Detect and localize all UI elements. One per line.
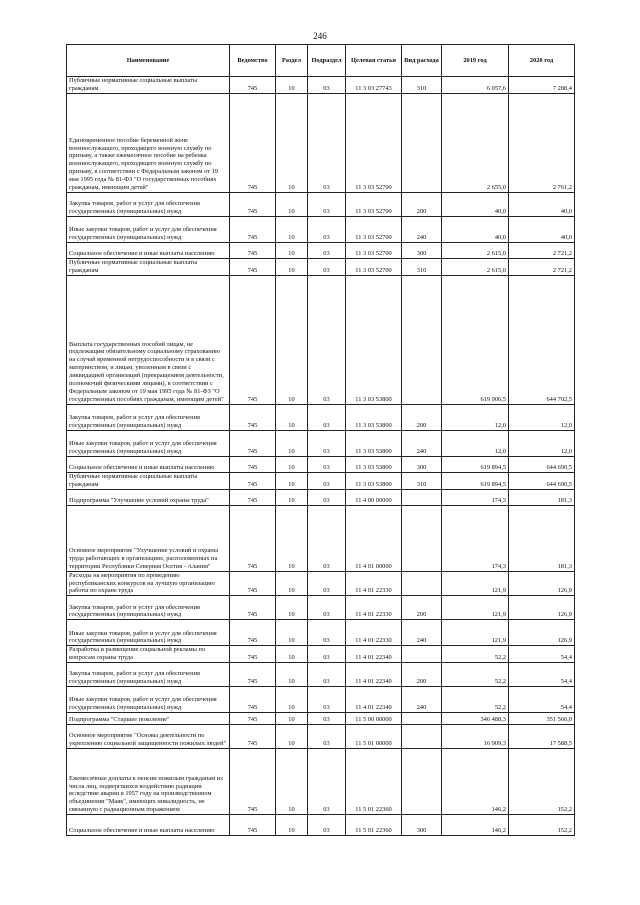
row-subsection: 03 — [308, 663, 346, 687]
row-amount-2020: 181,3 — [509, 505, 575, 571]
row-section: 10 — [276, 94, 308, 193]
page-number: 246 — [313, 31, 327, 41]
row-target: 11 4 01 22330 — [346, 620, 402, 646]
row-expense-type: 240 — [402, 620, 442, 646]
row-subsection: 03 — [308, 749, 346, 815]
row-name: Публичные нормативные социальные выплаты гражданам — [67, 472, 230, 489]
row-name: Подпрограмма "Старшее поколение" — [67, 713, 230, 725]
row-subsection: 03 — [308, 596, 346, 620]
row-amount-2019: 619 894,5 — [442, 472, 509, 489]
row-expense-type — [402, 713, 442, 725]
row-amount-2020: 54,4 — [509, 687, 575, 713]
row-amount-2020: 12,0 — [509, 404, 575, 430]
row-subsection: 03 — [308, 77, 346, 94]
row-expense-type: 310 — [402, 259, 442, 276]
row-name: Подпрограмма "Улучшение условий охраны труда" — [67, 489, 230, 505]
row-amount-2020: 126,9 — [509, 620, 575, 646]
table-row — [67, 713, 575, 725]
table-row — [67, 193, 575, 217]
row-name: Иные закупки товаров, работ и услуг для обеспечения государственных (муниципальных) нужд — [67, 217, 230, 243]
row-expense-type — [402, 505, 442, 571]
row-target: 11 5 01 00000 — [346, 725, 402, 749]
row-target: 11 3 03 27743 — [346, 77, 402, 94]
row-section: 10 — [276, 259, 308, 276]
row-section: 10 — [276, 489, 308, 505]
row-section: 10 — [276, 749, 308, 815]
row-target: 11 3 03 52700 — [346, 259, 402, 276]
row-target: 11 4 01 22330 — [346, 596, 402, 620]
row-dept: 745 — [230, 489, 276, 505]
row-target: 11 4 00 00000 — [346, 489, 402, 505]
row-expense-type: 240 — [402, 687, 442, 713]
row-amount-2019: 121,9 — [442, 596, 509, 620]
row-name: Социальное обеспечение и иные выплаты населению — [67, 243, 230, 259]
row-section: 10 — [276, 243, 308, 259]
row-section: 10 — [276, 815, 308, 836]
row-dept: 745 — [230, 77, 276, 94]
row-amount-2020: 12,0 — [509, 430, 575, 456]
row-amount-2020: 126,9 — [509, 596, 575, 620]
row-name: Ежемесячные доплаты к пенсии пожилым гражданам из числа лиц, подвергшихся воздействию радиации вследствие аварии в 1957 году на производственном объединении "Маяк", имеющих инвалидность, не связанную с радиационным поражением — [67, 749, 230, 815]
row-amount-2020: 40,0 — [509, 193, 575, 217]
row-target: 11 5 01 22360 — [346, 815, 402, 836]
row-name: Разработка и размещение социальной рекламы по вопросам охраны труда — [67, 646, 230, 663]
table-row — [67, 815, 575, 836]
row-name: Основное мероприятие "Основы деятельности по укреплению социальной защищенности пожилых людей" — [67, 725, 230, 749]
row-dept: 745 — [230, 620, 276, 646]
row-subsection: 03 — [308, 505, 346, 571]
row-section: 10 — [276, 456, 308, 472]
table-row — [67, 663, 575, 687]
row-dept: 745 — [230, 217, 276, 243]
row-dept: 745 — [230, 472, 276, 489]
table-row — [67, 217, 575, 243]
row-target: 11 3 03 52700 — [346, 243, 402, 259]
row-dept: 745 — [230, 456, 276, 472]
row-expense-type — [402, 646, 442, 663]
row-name: Публичные нормативные социальные выплаты гражданам — [67, 259, 230, 276]
row-subsection: 03 — [308, 489, 346, 505]
row-amount-2019: 40,0 — [442, 193, 509, 217]
row-amount-2019: 174,3 — [442, 505, 509, 571]
row-dept: 745 — [230, 571, 276, 596]
table-row — [67, 456, 575, 472]
row-subsection: 03 — [308, 94, 346, 193]
row-name: Публичные нормативные социальные выплаты гражданам — [67, 77, 230, 94]
row-subsection: 03 — [308, 259, 346, 276]
table-row — [67, 646, 575, 663]
column-header-dept: Ведомство — [230, 45, 276, 77]
row-amount-2020: 54,4 — [509, 646, 575, 663]
row-expense-type — [402, 749, 442, 815]
row-target: 11 3 03 53800 — [346, 404, 402, 430]
row-section: 10 — [276, 275, 308, 404]
row-section: 10 — [276, 725, 308, 749]
row-amount-2020: 54,4 — [509, 663, 575, 687]
row-amount-2019: 12,0 — [442, 430, 509, 456]
table-row — [67, 243, 575, 259]
row-expense-type: 310 — [402, 77, 442, 94]
row-amount-2020: 2 721,2 — [509, 259, 575, 276]
column-header-expense-type: Вид расхода — [402, 45, 442, 77]
table-row — [67, 749, 575, 815]
row-dept: 745 — [230, 749, 276, 815]
row-amount-2020: 181,3 — [509, 489, 575, 505]
row-amount-2019: 2 655,0 — [442, 94, 509, 193]
row-subsection: 03 — [308, 725, 346, 749]
table-row — [67, 472, 575, 489]
row-subsection: 03 — [308, 815, 346, 836]
column-header-target: Целевая статья — [346, 45, 402, 77]
column-header-section: Раздел — [276, 45, 308, 77]
row-name: Закупка товаров, работ и услуг для обеспечения государственных (муниципальных) нужд — [67, 663, 230, 687]
row-expense-type: 300 — [402, 815, 442, 836]
row-subsection: 03 — [308, 646, 346, 663]
row-expense-type — [402, 571, 442, 596]
row-amount-2019: 121,9 — [442, 571, 509, 596]
row-target: 11 4 01 22340 — [346, 646, 402, 663]
column-header-2020: 2020 год — [509, 45, 575, 77]
row-name: Социальное обеспечение и иные выплаты населению — [67, 815, 230, 836]
row-expense-type: 200 — [402, 596, 442, 620]
table-row — [67, 94, 575, 193]
row-expense-type — [402, 725, 442, 749]
row-amount-2019: 40,0 — [442, 217, 509, 243]
row-target: 11 3 03 52700 — [346, 94, 402, 193]
row-amount-2019: 6 057,6 — [442, 77, 509, 94]
row-dept: 745 — [230, 725, 276, 749]
column-header-subsection: Подраздел — [308, 45, 346, 77]
row-name: Выплата государственных пособий лицам, не подлежащим обязательному социальному страхованию на случай временной нетрудоспособности и в связи с материнством, и лицам, уволенным в связи с ликвидацией организаций (прекращением деятельности, полномочий физическими лицами), в соответствии с Федеральным законом от 19 мая 1995 года № 81-ФЗ "О государственных пособиях гражданам, имеющим детей" — [67, 275, 230, 404]
row-subsection: 03 — [308, 217, 346, 243]
table-row — [67, 489, 575, 505]
row-amount-2020: 7 288,4 — [509, 77, 575, 94]
row-target: 11 4 01 22330 — [346, 571, 402, 596]
row-dept: 745 — [230, 663, 276, 687]
table-row — [67, 404, 575, 430]
row-expense-type — [402, 94, 442, 193]
row-expense-type: 200 — [402, 193, 442, 217]
row-subsection: 03 — [308, 243, 346, 259]
row-section: 10 — [276, 646, 308, 663]
row-name: Закупка товаров, работ и услуг для обеспечения государственных (муниципальных) нужд — [67, 596, 230, 620]
row-dept: 745 — [230, 815, 276, 836]
row-section: 10 — [276, 404, 308, 430]
row-amount-2019: 52,2 — [442, 646, 509, 663]
row-amount-2019: 16 909,3 — [442, 725, 509, 749]
row-name: Расходы на мероприятия по проведению республиканских конкурсов на лучшую организацию работы по охране труда — [67, 571, 230, 596]
row-amount-2020: 2 721,2 — [509, 243, 575, 259]
row-section: 10 — [276, 571, 308, 596]
row-section: 10 — [276, 687, 308, 713]
table-header — [67, 45, 575, 77]
table-row — [67, 77, 575, 94]
row-subsection: 03 — [308, 275, 346, 404]
row-target: 11 3 03 53800 — [346, 430, 402, 456]
row-expense-type — [402, 489, 442, 505]
row-amount-2019: 146,2 — [442, 815, 509, 836]
row-amount-2019: 2 615,0 — [442, 243, 509, 259]
row-target: 11 3 03 53800 — [346, 456, 402, 472]
row-target: 11 5 01 22360 — [346, 749, 402, 815]
row-name: Закупка товаров, работ и услуг для обеспечения государственных (муниципальных) нужд — [67, 404, 230, 430]
row-dept: 745 — [230, 505, 276, 571]
row-target: 11 3 03 53800 — [346, 275, 402, 404]
table-row — [67, 725, 575, 749]
row-target: 11 4 01 22340 — [346, 687, 402, 713]
column-header-2019: 2019 год — [442, 45, 509, 77]
row-amount-2019: 146,2 — [442, 749, 509, 815]
row-dept: 745 — [230, 687, 276, 713]
row-expense-type: 200 — [402, 663, 442, 687]
row-section: 10 — [276, 430, 308, 456]
row-name: Единовременное пособие беременной жене военнослужащего, проходящего военную службу по призыву, а также ежемесячное пособие на ребенка военнослужащего, проходящего военную службу по призыву, в соответствии с Федеральным законом от 19 мая 1995 года № 81-ФЗ "О государственных пособиях гражданам, имеющим детей" — [67, 94, 230, 193]
table-row — [67, 259, 575, 276]
row-dept: 745 — [230, 94, 276, 193]
table-row — [67, 275, 575, 404]
row-target: 11 3 03 53800 — [346, 472, 402, 489]
row-dept: 745 — [230, 243, 276, 259]
row-dept: 745 — [230, 259, 276, 276]
row-subsection: 03 — [308, 193, 346, 217]
row-subsection: 03 — [308, 404, 346, 430]
row-subsection: 03 — [308, 687, 346, 713]
column-header-name: Наименование — [67, 45, 230, 77]
row-name: Иные закупки товаров, работ и услуг для обеспечения государственных (муниципальных) нужд — [67, 430, 230, 456]
row-amount-2020: 152,2 — [509, 815, 575, 836]
table-row — [67, 571, 575, 596]
row-amount-2020: 2 761,2 — [509, 94, 575, 193]
row-amount-2020: 351 566,0 — [509, 713, 575, 725]
table-row — [67, 430, 575, 456]
table-row — [67, 596, 575, 620]
budget-table — [66, 44, 575, 836]
row-target: 11 3 03 52700 — [346, 217, 402, 243]
table-row — [67, 620, 575, 646]
row-amount-2020: 644 690,5 — [509, 456, 575, 472]
row-subsection: 03 — [308, 430, 346, 456]
row-name: Основное мероприятие "Улучшение условий и охраны труда работающих в организациях, расположенных на территории Республики Северная Осетия - Алания" — [67, 505, 230, 571]
row-section: 10 — [276, 217, 308, 243]
row-name: Иные закупки товаров, работ и услуг для обеспечения государственных (муниципальных) нужд — [67, 620, 230, 646]
row-target: 11 5 00 00000 — [346, 713, 402, 725]
row-expense-type: 300 — [402, 243, 442, 259]
table-row — [67, 505, 575, 571]
row-subsection: 03 — [308, 456, 346, 472]
row-amount-2020: 644 690,5 — [509, 472, 575, 489]
row-target: 11 4 01 22340 — [346, 663, 402, 687]
row-amount-2020: 40,0 — [509, 217, 575, 243]
row-name: Закупка товаров, работ и услуг для обеспечения государственных (муниципальных) нужд — [67, 193, 230, 217]
row-section: 10 — [276, 620, 308, 646]
row-subsection: 03 — [308, 713, 346, 725]
row-amount-2020: 644 702,5 — [509, 275, 575, 404]
row-name: Социальное обеспечение и иные выплаты населению — [67, 456, 230, 472]
row-amount-2019: 52,2 — [442, 663, 509, 687]
row-section: 10 — [276, 472, 308, 489]
row-section: 10 — [276, 505, 308, 571]
row-dept: 745 — [230, 193, 276, 217]
row-amount-2019: 174,3 — [442, 489, 509, 505]
table-body — [67, 77, 575, 836]
row-amount-2019: 346 488,3 — [442, 713, 509, 725]
row-amount-2019: 52,2 — [442, 687, 509, 713]
row-target: 11 4 01 00000 — [346, 505, 402, 571]
row-amount-2020: 152,2 — [509, 749, 575, 815]
row-section: 10 — [276, 596, 308, 620]
row-dept: 745 — [230, 275, 276, 404]
row-dept: 745 — [230, 404, 276, 430]
row-section: 10 — [276, 193, 308, 217]
row-amount-2019: 12,0 — [442, 404, 509, 430]
row-section: 10 — [276, 713, 308, 725]
row-amount-2019: 619 906,5 — [442, 275, 509, 404]
row-name: Иные закупки товаров, работ и услуг для обеспечения государственных (муниципальных) нужд — [67, 687, 230, 713]
table-row — [67, 687, 575, 713]
row-section: 10 — [276, 77, 308, 94]
row-expense-type: 310 — [402, 472, 442, 489]
row-subsection: 03 — [308, 571, 346, 596]
row-dept: 745 — [230, 646, 276, 663]
row-amount-2019: 619 894,5 — [442, 456, 509, 472]
row-expense-type: 240 — [402, 430, 442, 456]
row-amount-2020: 17 588,5 — [509, 725, 575, 749]
row-expense-type: 240 — [402, 217, 442, 243]
row-dept: 745 — [230, 430, 276, 456]
row-expense-type — [402, 275, 442, 404]
row-section: 10 — [276, 663, 308, 687]
row-dept: 745 — [230, 596, 276, 620]
row-amount-2019: 2 615,0 — [442, 259, 509, 276]
row-expense-type: 200 — [402, 404, 442, 430]
row-expense-type: 300 — [402, 456, 442, 472]
row-subsection: 03 — [308, 620, 346, 646]
row-dept: 745 — [230, 713, 276, 725]
row-amount-2019: 121,9 — [442, 620, 509, 646]
row-target: 11 3 03 52700 — [346, 193, 402, 217]
row-subsection: 03 — [308, 472, 346, 489]
row-amount-2020: 126,9 — [509, 571, 575, 596]
